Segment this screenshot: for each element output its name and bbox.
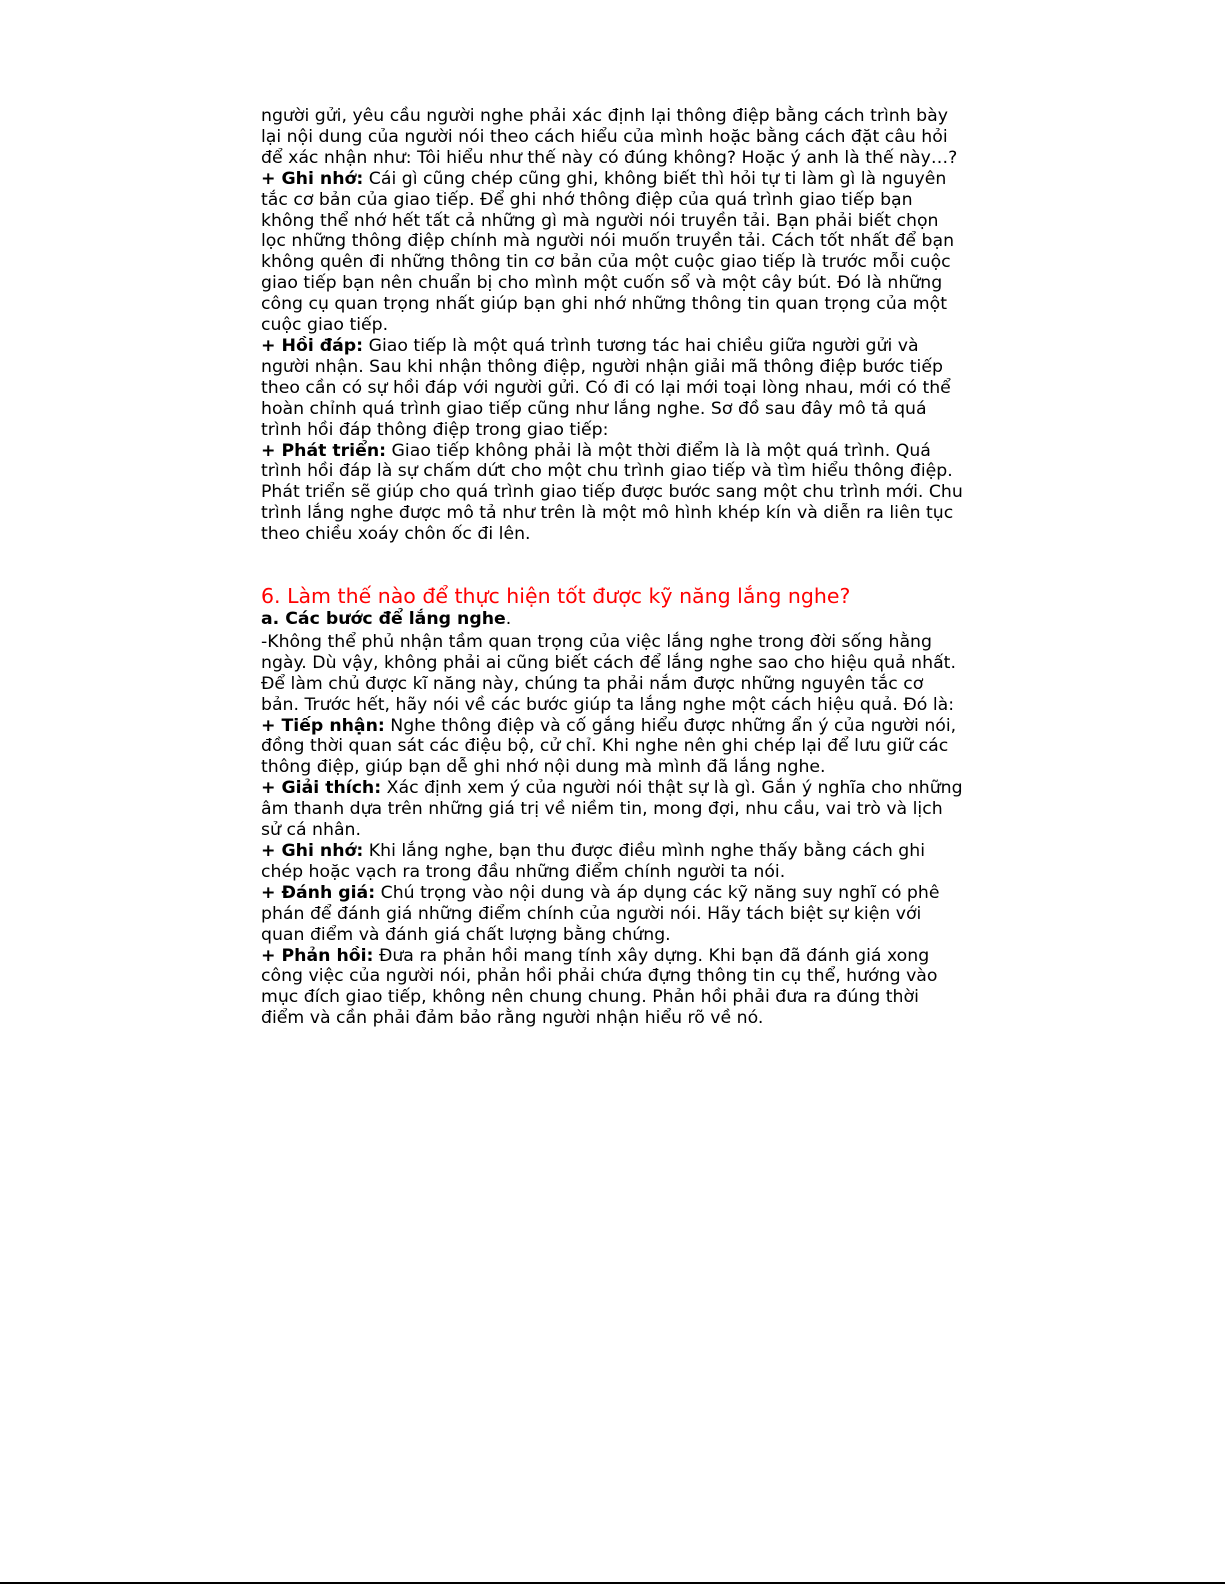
- paragraph-phan-hoi: [261, 946, 963, 1030]
- item-text: Xác định xem ý của người nói thật sự là gì. Gắn ý nghĩa cho những âm thanh dựa trên những giá trị về niềm tin, mong đợi, nhu cầu, vai trò và lịch sử cá nhân.: [261, 778, 963, 841]
- item-label: + Hồi đáp:: [261, 335, 364, 356]
- paragraph-ghi-nho-2: [261, 841, 963, 883]
- sub-heading-suffix: .: [505, 609, 512, 630]
- item-label: + Ghi nhớ:: [261, 841, 364, 861]
- paragraph-tiep-nhan: [261, 716, 963, 779]
- section-heading: 6. Làm thế nào để thực hiện tốt được kỹ năng lắng nghe?: [261, 584, 851, 609]
- item-label: + Phát triển:: [261, 440, 387, 461]
- sub-heading: [261, 609, 963, 630]
- item-label: + Ghi nhớ:: [261, 168, 364, 189]
- paragraph-section-intro: -Không thể phủ nhận tầm quan trọng của việc lắng nghe trong đời sống hằng ngày. Dù vậy, không phải ai cũng biết cách để lắng nghe sao cho hiệu quả nhất. Để làm chủ được kĩ năng này, chúng ta phải nắm được những nguyên tắc cơ bản. Trước hết, hãy nói về các bước giúp ta lắng nghe một cách hiệu quả. Đó là:: [261, 631, 956, 715]
- item-label: + Phản hồi:: [261, 945, 374, 966]
- item-text: Khi lắng nghe, bạn thu được điều mình nghe thấy bằng cách ghi chép hoặc vạch ra trong đầu những điểm chính người ta nói.: [261, 841, 926, 882]
- paragraph-hoi-dap: [261, 336, 963, 441]
- paragraph-phat-trien: [261, 441, 963, 546]
- paragraph-intro: người gửi, yêu cầu người nghe phải xác định lại thông điệp bằng cách trình bày lại nội dung của người nói theo cách hiểu của mình hoặc bằng cách đặt câu hỏi để xác nhận như: Tôi hiểu như thế này có đúng không? Hoặc ý anh là thế này…?: [261, 106, 958, 168]
- paragraph-giai-thich: [261, 778, 963, 841]
- item-label: + Đánh giá:: [261, 882, 376, 903]
- sub-heading-text: a. Các bước để lắng nghe: [261, 609, 506, 630]
- item-text: Giao tiếp không phải là một thời điểm là là một quá trình. Quá trình hồi đáp là sự chấm dứt cho một chu trình giao tiếp và tìm hiểu thông điệp. Phát triển sẽ giúp cho quá trình giao tiếp được bước sang một chu trình mới. Chu trình lắng nghe được mô tả như trên là một mô hình khép kín và diễn ra liên tục theo chiều xoáy chôn ốc đi lên.: [261, 440, 963, 545]
- item-label: + Tiếp nhận:: [261, 715, 385, 736]
- paragraph-danh-gia: [261, 883, 963, 946]
- item-text: Chú trọng vào nội dung và áp dụng các kỹ năng suy nghĩ có phê phán để đánh giá những điểm chính của người nói. Hãy tách biệt sự kiện với quan điểm và đánh giá chất lượng bằng chứng.: [261, 882, 940, 945]
- page-bottom-border: [0, 1582, 1225, 1584]
- item-text: Nghe thông điệp và cố gắng hiểu được những ẩn ý của người nói, đồng thời quan sát các điệu bộ, cử chỉ. Khi nghe nên ghi chép lại để lưu giữ các thông điệp, giúp bạn dễ ghi nhớ nội dung mà mình đã lắng nghe.: [261, 715, 957, 778]
- item-text: Giao tiếp là một quá trình tương tác hai chiều giữa người gửi và người nhận. Sau khi nhận thông điệp, người nhận giải mã thông điệp bước tiếp theo cần có sự hồi đáp với người gửi. Có đi có lại mới toại lòng nhau, mới có thể hoàn chỉnh quá trình giao tiếp cũng như lắng nghe. Sơ đồ sau đây mô tả quá trình hồi đáp thông điệp trong giao tiếp:: [261, 335, 951, 440]
- item-text: Đưa ra phản hồi mang tính xây dựng. Khi bạn đã đánh giá xong công việc của người nói, phản hồi phải chứa đựng thông tin cụ thể, hướng vào mục đích giao tiếp, không nên chung chung. Phản hồi phải đưa ra đúng thời điểm và cần phải đảm bảo rằng người nhận hiểu rõ về nó.: [261, 945, 938, 1029]
- paragraph-ghi-nho: [261, 169, 963, 336]
- item-label: + Giải thích:: [261, 778, 382, 799]
- document-page: [261, 106, 963, 1029]
- item-text: Cái gì cũng chép cũng ghi, không biết thì hỏi tự ti làm gì là nguyên tắc cơ bản của giao tiếp. Để ghi nhớ thông điệp của quá trình giao tiếp bạn không thể nhớ hết tất cả những gì mà người nói truyền tải. Bạn phải biết chọn lọc những thông điệp chính mà người nói muốn truyền tải. Cách tốt nhất để bạn không quên đi những thông tin cơ bản của một cuộc giao tiếp là trước mỗi cuộc giao tiếp bạn nên chuẩn bị cho mình một cuốn sổ và một cây bút. Đó là những công cụ quan trọng nhất giúp bạn ghi nhớ những thông tin quan trọng của một cuộc giao tiếp.: [261, 168, 955, 336]
